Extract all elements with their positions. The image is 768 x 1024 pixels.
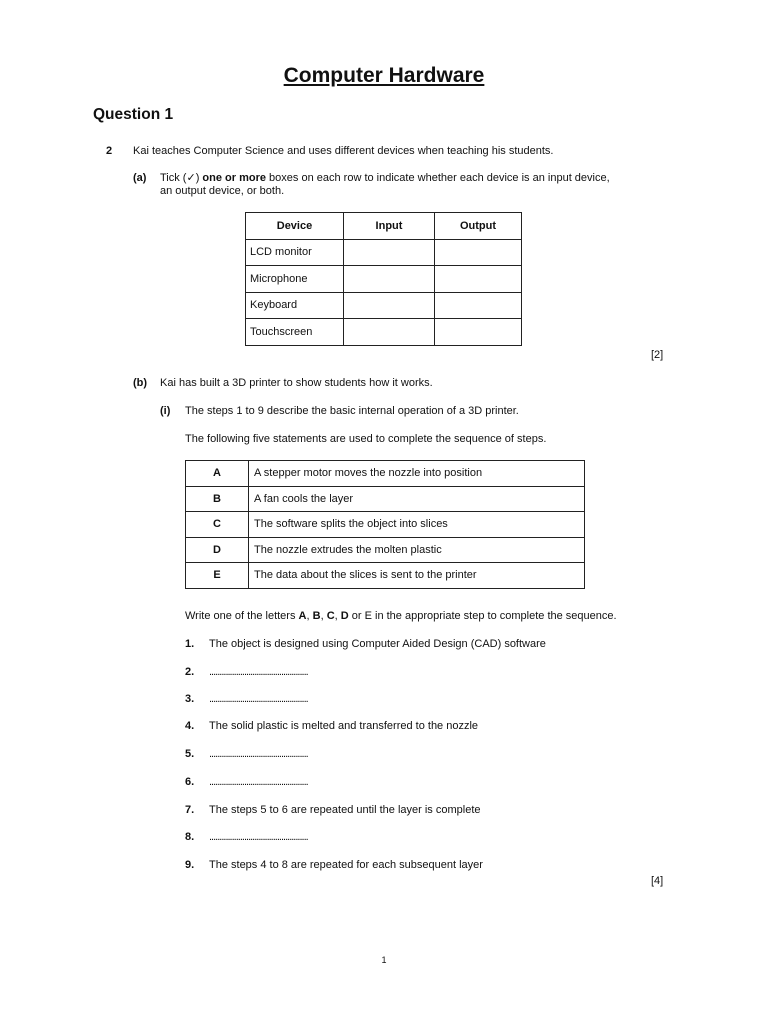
statement-text: A fan cools the layer [249,486,585,512]
step-number: 7. [185,804,195,816]
question-heading: Question 1 [93,106,174,123]
statement-letter: E [186,563,249,589]
statements-table [185,460,585,589]
question-number: 2 [106,145,113,157]
statement-text: The software splits the object into slices [249,512,585,538]
device-table-header [246,213,522,240]
step-number: 2. [185,666,195,678]
table-row [186,512,585,538]
letter-d: D [340,610,349,622]
header-output: Output [435,213,522,240]
step-number: 6. [185,776,195,788]
table-row [246,239,522,266]
step-number: 8. [185,831,195,843]
table-row [246,266,522,293]
letter-a: A [298,610,307,622]
step-answer-blank[interactable]: ................................................ [209,748,308,760]
letter-b: B [312,610,321,622]
statement-letter: A [186,461,249,487]
part-a-line2: an output device, or both. [160,185,285,197]
step-number: 5. [185,748,195,760]
step-number: 3. [185,693,195,705]
table-row [186,537,585,563]
device-name: Touchscreen [246,319,344,346]
table-row [246,292,522,319]
statement-letter: C [186,512,249,538]
step-text: The steps 4 to 8 are repeated for each subsequent layer [209,859,483,871]
output-tick-box[interactable] [435,266,522,293]
sequence-instruction [185,610,617,623]
table-row [246,319,522,346]
part-a-line1-bold: one or more [202,172,266,184]
device-name: LCD monitor [246,239,344,266]
header-device: Device [246,213,344,240]
step-text: The object is designed using Computer Aided Design (CAD) software [209,638,546,650]
step-answer-blank[interactable]: ................................................ [209,831,308,843]
instruction-text: , [320,610,327,622]
step-number: 4. [185,720,195,732]
part-a-label: (a) [133,172,147,184]
step-text: The solid plastic is melted and transferred to the nozzle [209,720,479,732]
output-tick-box[interactable] [435,319,522,346]
table-row [186,563,585,589]
step-number: 9. [185,859,195,871]
device-name: Keyboard [246,292,344,319]
output-tick-box[interactable] [435,239,522,266]
device-name: Microphone [246,266,344,293]
statement-letter: D [186,537,249,563]
step-text: The steps 5 to 6 are repeated until the layer is complete [209,804,481,816]
table-row [186,461,585,487]
page-title: Computer Hardware [283,64,485,87]
instruction-text: , [334,610,341,622]
part-b-intro: Kai has built a 3D printer to show students how it works. [160,377,433,389]
step-answer-blank[interactable]: ................................................ [209,666,308,678]
question-intro: Kai teaches Computer Science and uses different devices when teaching his students. [133,145,554,157]
step-answer-blank[interactable]: ................................................ [209,693,308,705]
input-tick-box[interactable] [344,266,435,293]
table-row [186,486,585,512]
statement-text: The nozzle extrudes the molten plastic [249,537,585,563]
input-tick-box[interactable] [344,239,435,266]
part-b-marks: [4] [651,875,664,887]
part-a-line1-post: boxes on each row to indicate whether each device is an input device, [266,172,610,184]
step-answer-blank[interactable]: ................................................ [209,776,308,788]
part-a-instruction [160,172,610,185]
step-number: 1. [185,638,195,650]
page-number: 1 [381,955,387,965]
part-b-label: (b) [133,377,148,389]
input-tick-box[interactable] [344,319,435,346]
instruction-text: Write one of the letters [185,610,299,622]
instruction-text: , [306,610,313,622]
statement-text: The data about the slices is sent to the printer [249,563,585,589]
letter-c: C [326,610,335,622]
part-a-line1-pre: Tick (✓) [160,172,203,184]
statements-intro: The following five statements are used to complete the sequence of steps. [185,433,547,445]
part-b-sub-label: (i) [160,405,171,417]
statement-letter: B [186,486,249,512]
input-tick-box[interactable] [344,292,435,319]
output-tick-box[interactable] [435,292,522,319]
statement-text: A stepper motor moves the nozzle into position [249,461,585,487]
part-a-marks: [2] [651,349,664,361]
device-table [245,212,522,346]
part-b-sub-text: The steps 1 to 9 describe the basic internal operation of a 3D printer. [185,405,519,417]
instruction-text: or E in the appropriate step to complete the sequence. [348,610,617,622]
header-input: Input [344,213,435,240]
